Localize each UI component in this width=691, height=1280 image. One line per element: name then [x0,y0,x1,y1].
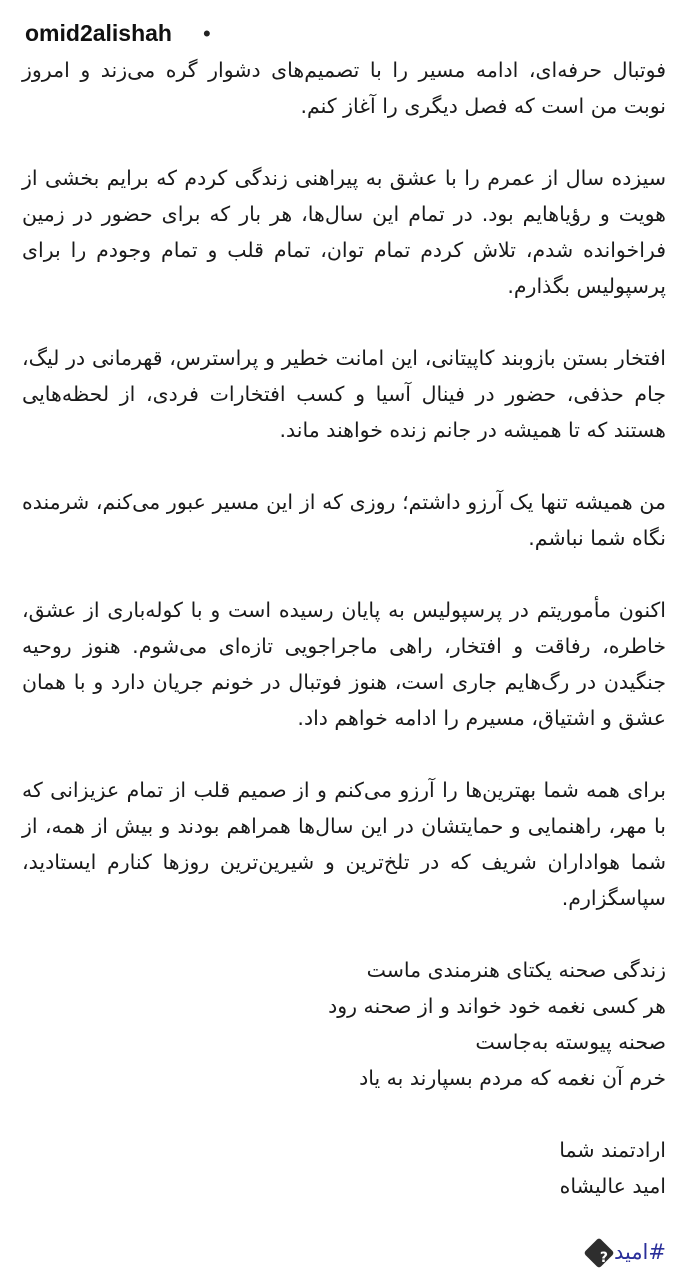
caption-paragraph-1: فوتبال حرفه‌ای، ادامه مسیر را با تصمیم‌های دشوار گره می‌زند و امروز نوبت من است که فصل دیگری را آغاز کنم. [22,58,666,118]
signature-line-1: ارادتمند شما [559,1138,666,1162]
hashtag-row [22,1234,666,1270]
poem-line-1: زندگی صحنه یکتای هنرمندی ماست [366,958,666,982]
poem-line-3: صحنه پیوسته به‌جاست [475,1030,666,1054]
post-header [0,0,691,50]
question-diamond-icon: ? [583,1237,614,1268]
caption-paragraph-2: سیزده سال از عمرم را با عشق به پیراهنی زندگی کردم که برایم بخشی از هویت و رؤیاهایم بود. در تمام این سال‌ها، هر بار که برای حضور در زمین فراخوانده شدم، تلاش کردم تمام توان، تمام قلب و تمام وجودم را برای پرسپولیس بگذارم. [22,166,666,298]
username-link[interactable]: omid2alishah [25,20,172,46]
poem-line-2: هر کسی نغمه خود خواند و از صحنه رود [328,994,666,1018]
signature-block [22,1132,666,1204]
poem-line-4: خرم آن نغمه که مردم بسپارند به یاد [359,1066,666,1090]
hashtag-link[interactable]: #امید [613,1240,666,1264]
post-caption [22,52,666,1270]
signature-line-2: امید عالیشاه [559,1174,666,1198]
caption-paragraph-4: من همیشه تنها یک آرزو داشتم؛ روزی که از این مسیر عبور می‌کنم، شرمنده نگاه شما نباشم. [22,490,666,550]
poem-block [22,952,666,1096]
caption-paragraph-6: برای همه شما بهترین‌ها را آرزو می‌کنم و از صمیم قلب از تمام عزیزانی که با مهر، راهنمایی و حمایتشان در این سال‌ها همراهم بودند و بیش از همه، از شما هواداران شریف که در تلخ‌ترین و شیرین‌ترین روزها کنارم ایستادید، سپاسگزارم. [22,778,666,910]
caption-paragraph-3: افتخار بستن بازوبند کاپیتانی، این امانت خطیر و پراسترس، قهرمانی در لیگ، جام حذفی، حضور در فینال آسیا و کسب افتخارات فردی، از لحظه‌هایی هستند که تا همیشه در جانم زنده خواهند ماند. [22,346,666,442]
separator-dot: • [203,21,211,46]
caption-paragraph-5: اکنون مأموریتم در پرسپولیس به پایان رسیده است و با کوله‌باری از عشق، خاطره، رفاقت و افتخار، راهی ماجراجویی تازه‌ای می‌شوم. هنوز روحیه جنگیدن در رگ‌هایم جاری است، هنوز فوتبال در خونم جریان دارد و با همان عشق و اشتیاق، مسیرم را ادامه خواهم داد. [22,598,666,730]
